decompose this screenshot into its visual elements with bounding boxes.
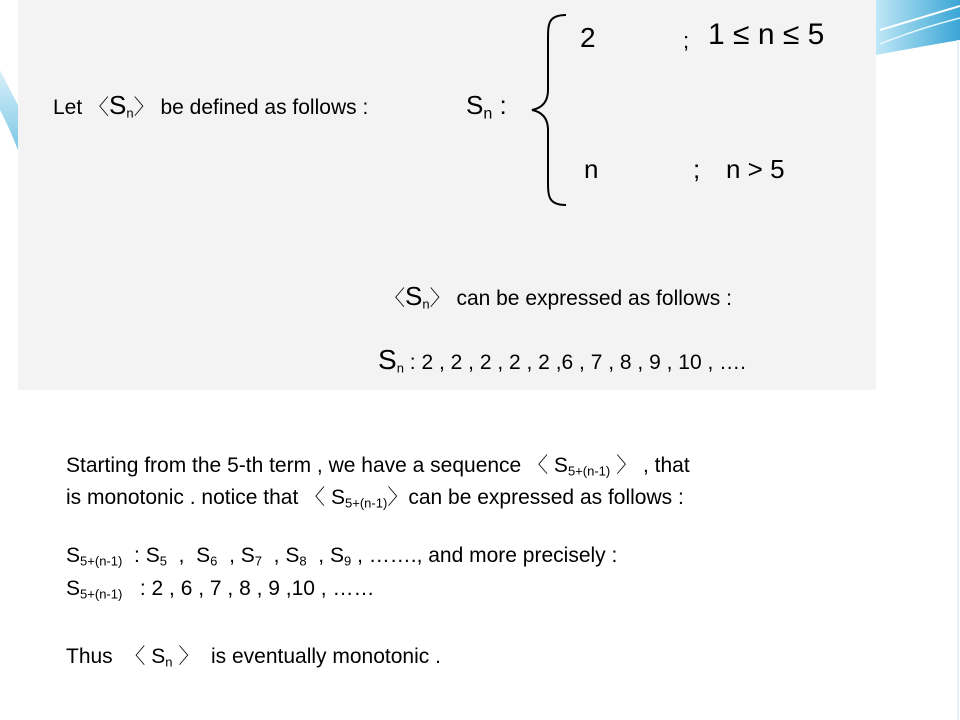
body-line-5: Thus 〈 $S_n$ 〉 is eventually monotonic . bbox=[66, 644, 441, 670]
case2-value: n bbox=[584, 154, 599, 184]
definition-panel bbox=[18, 0, 876, 390]
case2-separator: ; bbox=[693, 154, 701, 184]
left-angle-bracket: 〈 bbox=[88, 95, 110, 119]
expression-heading: 〈$S_n$〉 can be expressed as follows : bbox=[384, 281, 732, 312]
body-line-4: $S_{5+(n-1)}$ : 2 , 6 , 7 , 8 , 9 ,10 , …… bbox=[66, 577, 375, 602]
definition-intro: Let 〈$S_n$〉 be defined as follows : bbox=[53, 90, 369, 121]
right-angle-bracket: 〉 bbox=[133, 95, 155, 119]
piecewise-label: $S_n$ : bbox=[466, 90, 507, 123]
sequence-list: $S_n$ : 2 , 2 , 2 , 2 , 2 ,6 , 7 , 8 , 9 , 10 , …. bbox=[378, 344, 746, 376]
body-line-3: $S_{5+(n-1)}$ : $S_5$ , $S_6$ , $S_7$ , $S_8$ , $S_9$ , ……., and more precisely : bbox=[66, 544, 618, 569]
case1-value: 2 bbox=[580, 22, 596, 53]
left-swoosh bbox=[0, 70, 18, 150]
case1-separator: ; bbox=[683, 28, 690, 53]
body-line-2: is monotonic . notice that 〈 $S_{5+(n-1)}$〉can be expressed as follows : bbox=[66, 485, 684, 511]
case2-condition: n > 5 bbox=[726, 154, 785, 184]
case1-condition: 1 ≤ n ≤ 5 bbox=[708, 18, 825, 51]
body-line-1: Starting from the 5-th term , we have a sequence 〈 $S_{5+(n-1)}$ 〉 , that bbox=[66, 453, 690, 479]
piecewise-brace bbox=[528, 12, 572, 208]
